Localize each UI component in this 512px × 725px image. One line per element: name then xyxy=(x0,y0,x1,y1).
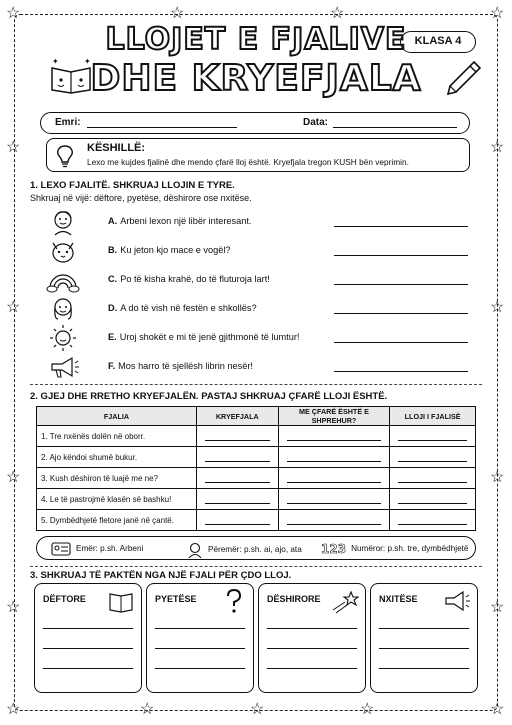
box-deftore xyxy=(34,583,142,693)
star-icon: ☆ xyxy=(6,599,21,616)
question-letter: F. xyxy=(108,361,116,371)
star-icon: ☆ xyxy=(360,701,375,718)
writing-line[interactable] xyxy=(43,628,133,629)
name-date-bar xyxy=(40,112,470,134)
writing-line[interactable] xyxy=(43,648,133,649)
girl-icon xyxy=(46,295,80,323)
svg-text:✦: ✦ xyxy=(52,57,59,66)
section1-heading: 1. LEXO FJALITË. SHKRUAJ LLOJIN E TYRE. xyxy=(30,180,235,191)
boy-icon xyxy=(46,208,80,236)
writing-line[interactable] xyxy=(43,668,133,669)
star-icon: ☆ xyxy=(330,5,345,22)
name-label: Emri: xyxy=(55,117,81,128)
grade-badge: KLASA 4 xyxy=(400,31,476,53)
section2-heading: 2. GJEJ DHE RRETHO KRYEFJALËN. PASTAJ SHKRUAJ ÇFARË LLOJI ËSHTË. xyxy=(30,391,388,402)
writing-line[interactable] xyxy=(379,628,469,629)
answer-line[interactable] xyxy=(287,473,382,483)
answer-line[interactable] xyxy=(398,452,467,462)
svg-text:✦: ✦ xyxy=(84,57,91,66)
legend-noun: Emër: p.sh. Arbeni xyxy=(76,544,144,554)
answer-line[interactable] xyxy=(398,431,467,441)
box-title: PYETËSE xyxy=(155,594,197,604)
writing-line[interactable] xyxy=(267,628,357,629)
worksheet-title-line1: LLOJET E FJALIVE xyxy=(105,22,407,57)
question-letter: B. xyxy=(108,245,118,255)
star-icon: ☆ xyxy=(490,469,505,486)
table-row xyxy=(37,447,476,468)
section1-instruction: Shkruaj në vijë: dëftore, pyetëse, dëshirore ose nxitëse. xyxy=(30,193,252,203)
book-icon xyxy=(107,588,135,614)
writing-line[interactable] xyxy=(155,628,245,629)
star-icon: ☆ xyxy=(140,701,155,718)
date-field[interactable] xyxy=(333,127,457,128)
sentence-cell: 5. Dymbëdhjetë fletore janë në çantë. xyxy=(37,510,197,531)
box-deshirore xyxy=(258,583,366,693)
answer-line[interactable] xyxy=(334,313,468,314)
date-label: Data: xyxy=(303,117,329,128)
worksheet-title-line2: DHE KRYEFJALA xyxy=(90,58,422,99)
star-icon: ☆ xyxy=(6,5,21,22)
answer-line[interactable] xyxy=(334,255,468,256)
megaphone-icon xyxy=(443,588,471,614)
question-text: Mos harro të sjellësh librin nesër! xyxy=(118,361,253,371)
answer-line[interactable] xyxy=(398,494,467,504)
question-letter: C. xyxy=(108,274,118,284)
answer-line[interactable] xyxy=(287,515,382,525)
legend-numeral: Numëror: p.sh. tre, dymbëdhjetë xyxy=(351,544,469,554)
tip-text: Lexo me kujdes fjalinë dhe mendo çfarë lloj është. Kryefjala tregon KUSH bën veprimin. xyxy=(87,157,409,167)
answer-line[interactable] xyxy=(205,494,270,504)
column-header: LLOJI I FJALISË xyxy=(390,407,476,426)
star-icon: ☆ xyxy=(6,469,21,486)
question-text: Po të kisha krahë, do të fluturoja lart! xyxy=(120,274,270,284)
star-icon: ☆ xyxy=(490,139,505,156)
box-title: NXITËSE xyxy=(379,594,418,604)
sentence-cell: 1. Tre nxënës dolën në oborr. xyxy=(37,426,197,447)
rainbow-icon xyxy=(46,266,80,294)
box-title: DËFTORE xyxy=(43,594,86,604)
question-row xyxy=(40,353,480,381)
sentence-cell: 4. Le të pastrojmë klasën së bashku! xyxy=(37,489,197,510)
section-divider xyxy=(30,566,482,567)
column-header: ME ÇFARË ËSHTË E SHPREHUR? xyxy=(278,407,390,426)
answer-line[interactable] xyxy=(334,342,468,343)
question-letter: A. xyxy=(108,216,118,226)
book-icon xyxy=(46,56,96,94)
box-title: DËSHIRORE xyxy=(267,594,321,604)
megaphone-icon xyxy=(46,353,80,381)
star-icon: ☆ xyxy=(6,701,21,718)
answer-line[interactable] xyxy=(334,284,468,285)
id-card-icon xyxy=(51,542,71,556)
table-row xyxy=(37,510,476,531)
star-icon: ☆ xyxy=(490,5,505,22)
star-icon: ☆ xyxy=(490,599,505,616)
question-row xyxy=(40,237,480,265)
answer-line[interactable] xyxy=(287,494,382,504)
answer-line[interactable] xyxy=(205,473,270,483)
subject-table xyxy=(36,406,476,531)
cat-icon xyxy=(46,237,80,265)
star-icon: ☆ xyxy=(250,701,265,718)
section3-heading: 3. SHKRUAJ TË PAKTËN NGA NJË FJALI PËR ÇDO LLOJ. xyxy=(30,570,292,581)
table-row xyxy=(37,426,476,447)
name-field[interactable] xyxy=(87,127,237,128)
star-icon: ☆ xyxy=(490,701,505,718)
sentence-cell: 3. Kush dëshiron të luajë me ne? xyxy=(37,468,197,489)
column-header: KRYEFJALA xyxy=(196,407,278,426)
person-icon xyxy=(187,542,203,558)
numeral-icon: 123 xyxy=(321,542,347,556)
pencil-icon xyxy=(444,58,484,98)
shooting-star-icon xyxy=(331,588,359,614)
legend-bar xyxy=(36,536,476,560)
table-row xyxy=(37,489,476,510)
writing-line[interactable] xyxy=(267,648,357,649)
box-pyetese xyxy=(146,583,254,693)
sentence-type-boxes xyxy=(34,583,478,693)
star-icon: ☆ xyxy=(6,299,21,316)
legend-pronoun: Përemër: p.sh. ai, ajo, ata xyxy=(208,545,302,555)
question-row xyxy=(40,324,480,352)
writing-line[interactable] xyxy=(267,668,357,669)
box-nxitese xyxy=(370,583,478,693)
writing-line[interactable] xyxy=(155,648,245,649)
answer-line[interactable] xyxy=(398,473,467,483)
answer-line[interactable] xyxy=(205,452,270,462)
writing-line[interactable] xyxy=(379,648,469,649)
writing-line[interactable] xyxy=(379,668,469,669)
table-header-row xyxy=(37,407,476,426)
question-row xyxy=(40,266,480,294)
question-text: A do të vish në festën e shkollës? xyxy=(120,303,257,313)
tip-box xyxy=(46,138,470,172)
answer-line[interactable] xyxy=(205,515,270,525)
question-mark-icon xyxy=(219,588,247,614)
answer-line[interactable] xyxy=(398,515,467,525)
section-divider xyxy=(30,384,482,385)
question-row xyxy=(40,208,480,236)
column-header: FJALIA xyxy=(37,407,197,426)
answer-line[interactable] xyxy=(334,226,468,227)
question-letter: D. xyxy=(108,303,118,313)
question-letter: E. xyxy=(108,332,117,342)
answer-line[interactable] xyxy=(205,431,270,441)
question-text: Ku jeton kjo mace e vogël? xyxy=(120,245,231,255)
sentence-cell: 2. Ajo këndoi shumë bukur. xyxy=(37,447,197,468)
writing-line[interactable] xyxy=(155,668,245,669)
tip-title: KËSHILLË: xyxy=(87,142,146,154)
answer-line[interactable] xyxy=(287,452,382,462)
question-text: Arbeni lexon një libër interesant. xyxy=(120,216,252,226)
answer-line[interactable] xyxy=(334,371,468,372)
sun-icon xyxy=(46,324,80,352)
answer-line[interactable] xyxy=(287,431,382,441)
question-row xyxy=(40,295,480,323)
star-icon: ☆ xyxy=(6,139,21,156)
table-row xyxy=(37,468,476,489)
question-text: Uroj shokët e mi të jenë gjithmonë të lumtur! xyxy=(119,332,300,342)
lightbulb-icon xyxy=(53,143,77,169)
star-icon: ☆ xyxy=(490,299,505,316)
star-icon: ☆ xyxy=(170,5,185,22)
